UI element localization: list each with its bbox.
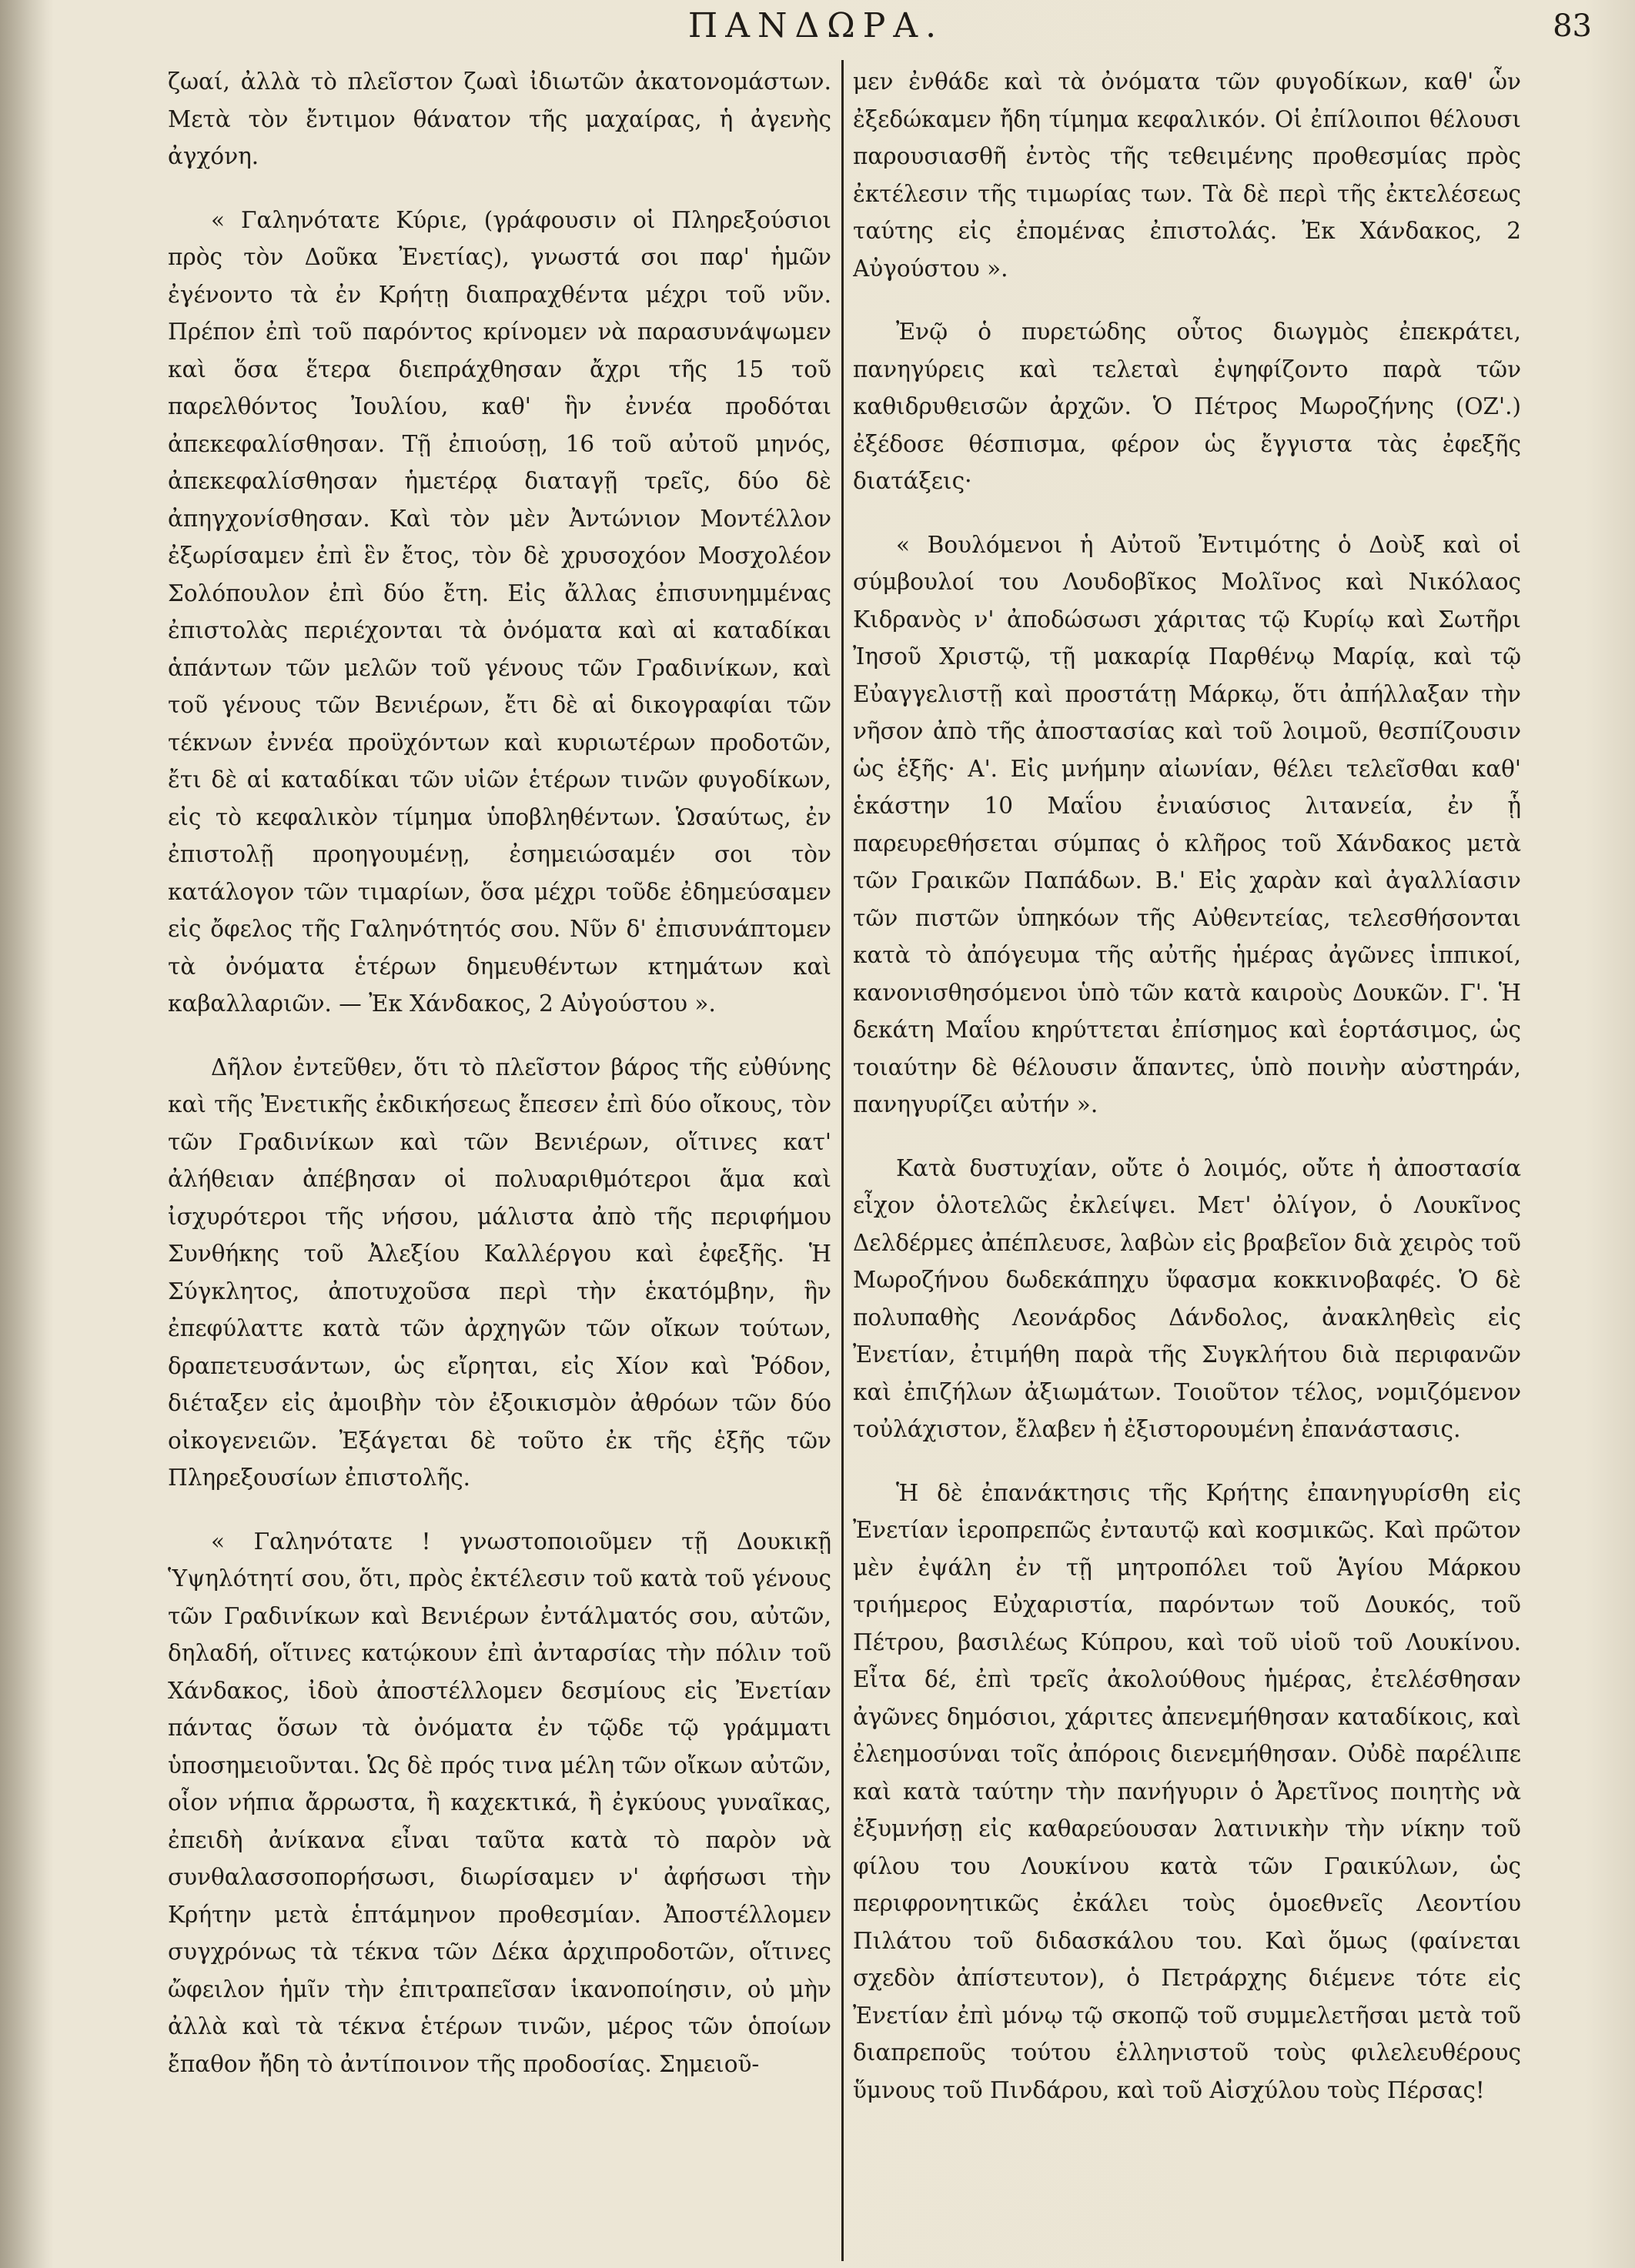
left-paragraph-3: Δῆλον ἐντεῦθεν, ὅτι τὸ πλεῖστον βάρος τῆς εὐθύνης καὶ τῆς Ἐνετικῆς ἐκδικήσεως ἔπεσεν ἐπὶ δύο οἴκους, τὸν τῶν Γραδινίκων καὶ τῶν Βενιέρων, οἵτινες κατ' ἀλήθειαν ἀπέβησαν οἱ πολυαριθμότεροι ἅμα καὶ ἰσχυρότεροι τῆς νήσου, μάλιστα ἀπὸ τῆς περιφήμου Συνθήκης τοῦ Ἀλεξίου Καλλέργου καὶ ἐφεξῆς. Ἡ Σύγκλητος, ἀποτυχοῦσα περὶ τὴν ἑκατόμβην, ἣν ἐπεφύλαττε κατὰ τῶν ἀρχηγῶν τῶν οἴκων τούτων, δραπετευσάντων, ὡς εἴρηται, εἰς Χίον καὶ Ῥόδον, διέταξεν εἰς ἀμοιβὴν τὸν ἐξοικισμὸν ἀθρόων τῶν δύο οἰκογενειῶν. Ἐξάγεται δὲ τοῦτο ἐκ τῆς ἑξῆς τῶν Πληρεξουσίων ἐπιστολῆς.	[168, 1054, 831, 1491]
left-column	[168, 63, 831, 2237]
right-paragraph-4: Κατὰ δυστυχίαν, οὔτε ὁ λοιμός, οὔτε ἡ ἀποστασία εἶχον ὁλοτελῶς ἐκλείψει. Μετ' ὀλίγον, ὁ Λουκῖνος Δελδέρμες ἀπέπλευσε, λαβὼν εἰς βραβεῖον διὰ χειρὸς τοῦ Μωροζήνου δωδεκάπηχυ ὕφασμα κοκκινοβαφές. Ὁ δὲ πολυπαθὴς Λεονάρδος Δάνδολος, ἀνακληθεὶς εἰς Ἐνετίαν, ἐτιμήθη παρὰ τῆς Συγκλήτου διὰ περιφανῶν καὶ ἐπιζήλων ἀξιωμάτων. Τοιοῦτον τέλος, νομιζόμενον τοὐλάχιστον, ἔλαβεν ἡ ἐξιστορουμένη ἐπανάστασις.	[853, 1154, 1521, 1442]
right-paragraph-1: μεν ἐνθάδε καὶ τὰ ὀνόματα τῶν φυγοδίκων, καθ' ὧν ἐξεδώκαμεν ἤδη τίμημα κεφαλικόν. Οἱ ἐπίλοιποι θέλουσι παρουσιασθῆ ἐντὸς τῆς τεθειμένης προθεσμίας πρὸς ἐκτέλεσιν τῆς τιμωρίας των. Τὰ δὲ περὶ τῆς ἐκτελέσεως ταύτης εἰς ἐπομένας ἐπιστολάς. Ἐκ Χάνδακος, 2 Αὐγούστου ».	[853, 68, 1521, 282]
running-title: ΠΑΝΔΩΡΑ.	[687, 6, 945, 45]
left-paragraph-4: « Γαληνότατε ! γνωστοποιοῦμεν τῇ Δουκικῇ Ὑψηλότητί σου, ὅτι, πρὸς ἐκτέλεσιν τοῦ κατὰ τοῦ γένους τῶν Γραδινίκων καὶ Βενιέρων ἐντάλματός σου, αὐτῶν, δηλαδή, οἵτινες κατῴκουν ἐπὶ ἀνταρσίας τὴν πόλιν τοῦ Χάνδακος, ἰδοὺ ἀποστέλλομεν δεσμίους εἰς Ἐνετίαν πάντας ὅσων τὰ ὀνόματα ἐν τῷδε τῷ γράμματι ὑποσημειοῦνται. Ὡς δὲ πρός τινα μέλη τῶν οἴκων αὐτῶν, οἷον νήπια ἄρρωστα, ἢ καχεκτικά, ἢ ἐγκύους γυναῖκας, ἐπειδὴ ἀνίκανα εἶναι ταῦτα κατὰ τὸ παρὸν νὰ συνθαλασσοπορήσωσι, διωρίσαμεν ν' ἀφήσωσι τὴν Κρήτην μετὰ ἑπτάμηνον προθεσμίαν. Ἀποστέλλομεν συγχρόνως τὰ τέκνα τῶν Δέκα ἀρχιπροδοτῶν, οἵτινες ὤφειλον ἡμῖν τὴν ἐπιτραπεῖσαν ἱκανοποίησιν, οὐ μὴν ἀλλὰ καὶ τὰ τέκνα ἑτέρων τινῶν, μέρος τῶν ὁποίων ἔπαθον ἤδη τὸ ἀντίποινον τῆς προδοσίας. Σημειοῦ-	[168, 1528, 831, 2077]
right-paragraph-3: « Βουλόμενοι ἡ Αὐτοῦ Ἐντιμότης ὁ Δοὺξ καὶ οἱ σύμβουλοί του Λουδοβῖκος Μολῖνος καὶ Νικόλαος Κιδρανὸς ν' ἀποδώσωσι χάριτας τῷ Κυρίῳ καὶ Σωτῆρι Ἰησοῦ Χριστῷ, τῇ μακαρίᾳ Παρθένῳ Μαρίᾳ, καὶ τῷ Εὐαγγελιστῇ καὶ προστάτῃ Μάρκῳ, ὅτι ἀπήλλαξαν τὴν νῆσον ἀπὸ τῆς ἀποστασίας καὶ τοῦ λοιμοῦ, θεσπίζουσιν ὡς ἑξῆς· Α'. Εἰς μνήμην αἰωνίαν, θέλει τελεῖσθαι καθ' ἑκάστην 10 Μαΐου ἐνιαύσιος λιτανεία, ἐν ᾗ παρευρεθήσεται σύμπας ὁ κλῆρος τοῦ Χάνδακος μετὰ τῶν Γραικῶν Παπάδων. Β.' Εἰς χαρὰν καὶ ἀγαλλίασιν τῶν πιστῶν ὑπηκόων τῆς Αὐθεντείας, τελεσθήσονται κατὰ τὸ ἀπόγευμα τῆς αὐτῆς ἡμέρας ἀγῶνες ἱππικοί, κανονισθησόμενοι ὑπὸ τῶν κατὰ καιροὺς Δουκῶν. Γ'. Ἡ δεκάτη Μαΐου κηρύττεται ἐπίσημος καὶ ἑορτάσιμος, ὡς τοιαύτην δὲ θέλουσιν ἅπαντες, ὑπὸ ποινὴν αὐστηράν, πανηγυρίζει αὐτήν ».	[853, 531, 1521, 1117]
running-head	[0, 5, 1635, 51]
column-rule	[841, 60, 844, 2261]
right-paragraph-5: Ἡ δὲ ἐπανάκτησις τῆς Κρήτης ἐπανηγυρίσθη εἰς Ἐνετίαν ἱεροπρεπῶς ἐνταυτῷ καὶ κοσμικῶς. Καὶ πρῶτον μὲν ἐψάλη ἐν τῇ μητροπόλει τοῦ Ἁγίου Μάρκου τριήμερος Εὐχαριστία, παρόντων τοῦ Δουκός, τοῦ Πέτρου, βασιλέως Κύπρου, καὶ τοῦ υἱοῦ τοῦ Λουκίνου. Εἶτα δέ, ἐπὶ τρεῖς ἀκολούθους ἡμέρας, ἐτελέσθησαν ἀγῶνες δημόσιοι, χάριτες ἀπενεμήθησαν καταδίκοις, καὶ ἐλεημοσύναι τοῖς ἀπόροις διενεμήθησαν. Οὐδὲ παρέλιπε καὶ κατὰ ταύτην τὴν πανήγυριν ὁ Ἀρετῖνος ποιητὴς νὰ ἐξυμνήσῃ εἰς καθαρεύουσαν λατινικὴν τὴν νίκην τοῦ φίλου του Λουκίνου κατὰ τῶν Γραικύλων, ὡς περιφρονητικῶς ἐκάλει τοὺς ὁμοεθνεῖς Λεοντίου Πιλάτου τοῦ διδασκάλου του. Καὶ ὅμως (φαίνεται σχεδὸν ἀπίστευτον), ὁ Πετράρχης διέμενε τότε εἰς Ἐνετίαν ἐπὶ μόνῳ τῷ σκοπῷ τοῦ συμμελετῆσαι μετὰ τοῦ διαπρεποῦς τούτου ἑλληνιστοῦ τοὺς φιλελευθέρους ὕμνους τοῦ Πινδάρου, καὶ τοῦ Αἰσχύλου τοὺς Πέρσας!	[853, 1479, 1521, 2103]
left-paragraph-2: « Γαληνότατε Κύριε, (γράφουσιν οἱ Πληρεξούσιοι πρὸς τὸν Δοῦκα Ἐνετίας), γνωστά σοι παρ' ἡμῶν ἐγένοντο τὰ ἐν Κρήτῃ διαπραχθέντα μέχρι τοῦ νῦν. Πρέπον ἐπὶ τοῦ παρόντος κρίνομεν νὰ παρασυνάψωμεν καὶ ὅσα ἕτερα διεπράχθησαν ἄχρι τῆς 15 τοῦ παρελθόντος Ἰουλίου, καθ' ἣν ἐννέα προδόται ἀπεκεφαλίσθησαν. Τῇ ἐπιούσῃ, 16 τοῦ αὐτοῦ μηνός, ἀπεκεφαλίσθησαν ἡμετέρᾳ διαταγῇ τρεῖς, δύο δὲ ἀπηγχονίσθησαν. Καὶ τὸν μὲν Ἀντώνιον Μοντέλλον ἐξωρίσαμεν ἐπὶ ἓν ἔτος, τὸν δὲ χρυσοχόον Μοσχολέον Σολόπουλον ἐπὶ δύο ἔτη. Εἰς ἄλλας ἐπισυνημμένας ἐπιστολὰς περιέχονται τὰ ὀνόματα καὶ αἱ καταδίκαι ἁπάντων τῶν μελῶν τοῦ γένους τῶν Γραδινίκων, καὶ τοῦ γένους τῶν Βενιέρων, ἔτι δὲ αἱ δικογραφίαι τῶν τέκνων ἐννέα προϋχόντων καὶ κυριωτέρων προδοτῶν, ἔτι δὲ αἱ καταδίκαι τῶν υἱῶν ἑτέρων τινῶν φυγοδίκων, εἰς τὸ κεφαλικὸν τίμημα ὑποβληθέντων. Ὡσαύτως, ἐν ἐπιστολῇ προηγουμένῃ, ἐσημειώσαμέν σοι τὸν κατάλογον τῶν τιμαρίων, ὅσα μέχρι τοῦδε ἐδημεύσαμεν εἰς ὄφελος τῆς Γαληνότητός σου. Νῦν δ' ἐπισυνάπτομεν τὰ ὀνόματα ἑτέρων δημευθέντων κτημάτων καὶ καβαλλαριῶν. — Ἐκ Χάνδακος, 2 Αὐγούστου ».	[168, 206, 831, 1017]
page-number: 83	[1553, 8, 1592, 44]
right-paragraph-2: Ἐνῷ ὁ πυρετώδης οὗτος διωγμὸς ἐπεκράτει, πανηγύρεις καὶ τελεταὶ ἐψηφίζοντο παρὰ τῶν καθιδρυθεισῶν ἀρχῶν. Ὁ Πέτρος Μωροζήνης (ΟΖ'.) ἐξέδοσε θέσπισμα, φέρον ὡς ἔγγιστα τὰς ἐφεξῆς διατάξεις·	[853, 319, 1521, 494]
right-column	[853, 63, 1521, 2237]
binding-shadow	[0, 0, 54, 2268]
left-paragraph-1: ζωαί, ἀλλὰ τὸ πλεῖστον ζωαὶ ἰδιωτῶν ἀκατονομάστων. Μετὰ τὸν ἔντιμον θάνατον τῆς μαχαίρας, ἡ ἀγενὴς ἀγχόνη.	[168, 68, 831, 169]
